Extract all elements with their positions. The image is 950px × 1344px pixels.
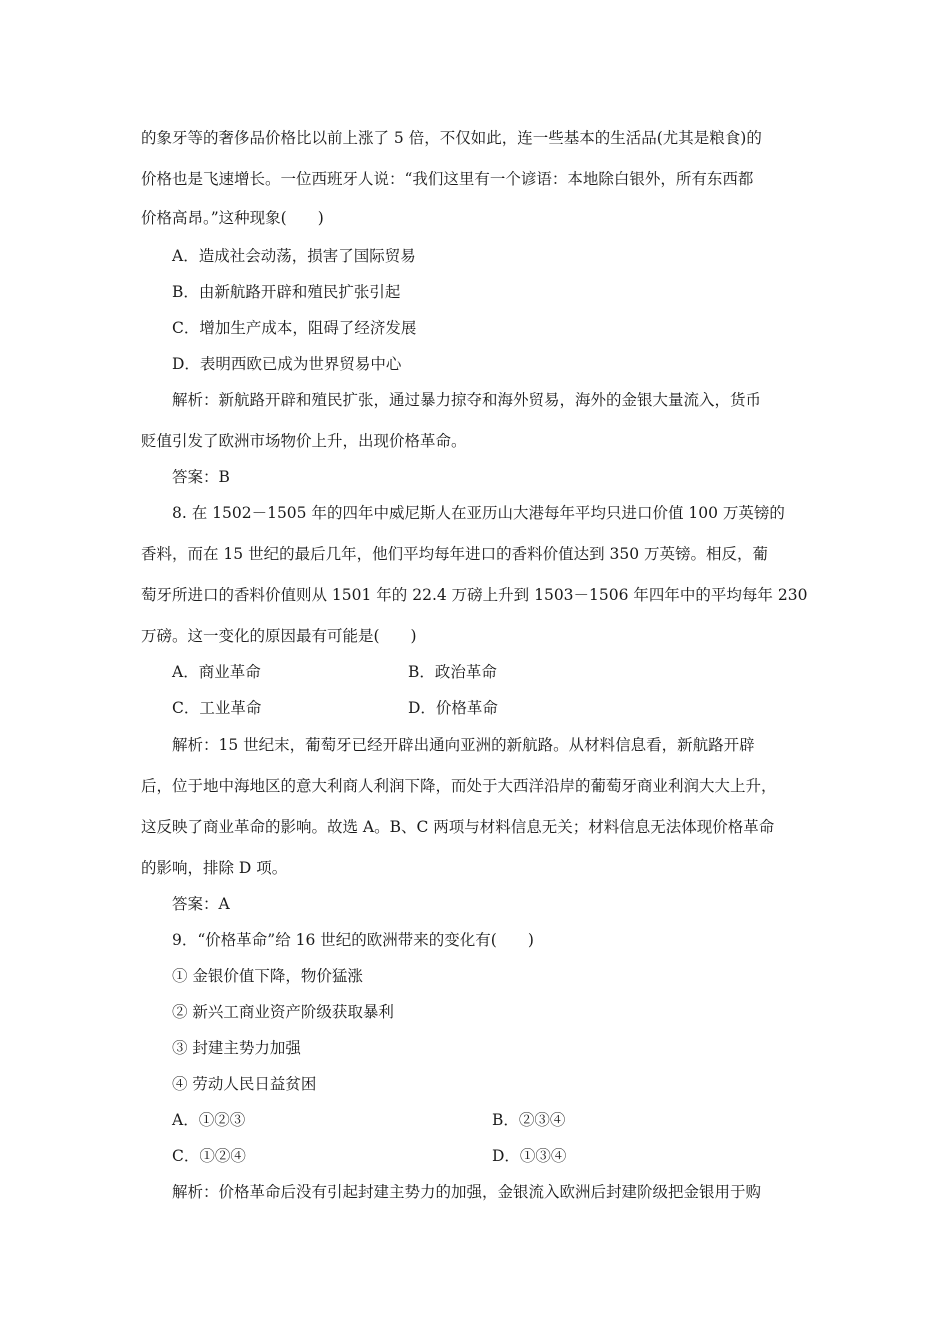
- q8-stem-line-4: 万磅。这一变化的原因最有可能是( ): [141, 627, 417, 645]
- q9-item-2: ② 新兴工商业资产阶级获取暴利: [172, 1003, 394, 1021]
- q7-answer: 答案：B: [172, 468, 230, 486]
- q8-analysis-line-4: 的影响，排除 D 项。: [141, 859, 288, 877]
- q9-item-3: ③ 封建主势力加强: [172, 1039, 301, 1057]
- q7-option-b: B．由新航路开辟和殖民扩张引起: [172, 283, 401, 301]
- q8-answer: 答案：A: [172, 895, 230, 913]
- q8-analysis-line-1: 解析：15 世纪末，葡萄牙已经开辟出通向亚洲的新航路。从材料信息看，新航路开辟: [172, 736, 755, 754]
- q9-item-4: ④ 劳动人民日益贫困: [172, 1075, 317, 1093]
- q8-stem-line-1: 8. 在 1502－1505 年的四年中威尼斯人在亚历山大港每年平均只进口价值 100 万英镑的: [172, 504, 785, 522]
- q9-option-b: B．②③④: [492, 1111, 566, 1129]
- q8-option-a: A．商业革命: [172, 663, 261, 681]
- q9-option-c: C．①②④: [172, 1147, 246, 1165]
- q9-item-1: ① 金银价值下降，物价猛涨: [172, 967, 363, 985]
- q9-stem: 9．“价格革命”给 16 世纪的欧洲带来的变化有( ): [172, 931, 534, 949]
- q8-option-d: D．价格革命: [408, 699, 498, 717]
- q7-option-d: D．表明西欧已成为世界贸易中心: [172, 355, 402, 373]
- q7-stem-line-1: 的象牙等的奢侈品价格比以前上涨了 5 倍，不仅如此，连一些基本的生活品(尤其是粮食)的: [141, 129, 762, 147]
- q8-option-c: C．工业革命: [172, 699, 262, 717]
- q7-option-a: A．造成社会动荡，损害了国际贸易: [172, 247, 416, 265]
- q9-analysis-line-1: 解析：价格革命后没有引起封建主势力的加强，金银流入欧洲后封建阶级把金银用于购: [172, 1183, 762, 1201]
- q7-analysis-line-1: 解析：新航路开辟和殖民扩张，通过暴力掠夺和海外贸易，海外的金银大量流入，货币: [172, 391, 762, 409]
- q8-stem-line-2: 香料，而在 15 世纪的最后几年，他们平均每年进口的香料价值达到 350 万英镑。相反，葡: [141, 545, 769, 563]
- q8-option-b: B．政治革命: [408, 663, 497, 681]
- q7-option-c: C．增加生产成本，阻碍了经济发展: [172, 319, 417, 337]
- q8-analysis-line-2: 后，位于地中海地区的意大利商人利润下降，而处于大西洋沿岸的葡萄牙商业利润大大上升，: [141, 777, 777, 795]
- q9-option-a: A．①②③: [172, 1111, 246, 1129]
- q8-stem-line-3: 萄牙所进口的香料价值则从 1501 年的 22.4 万磅上升到 1503－1506 年四年中的平均每年 230: [141, 586, 808, 604]
- q7-analysis-line-2: 贬值引发了欧洲市场物价上升，出现价格革命。: [141, 432, 467, 450]
- q9-option-d: D．①③④: [492, 1147, 567, 1165]
- q7-stem-line-2: 价格也是飞速增长。一位西班牙人说：“我们这里有一个谚语：本地除白银外，所有东西都: [141, 170, 754, 188]
- q7-stem-line-3: 价格高昂。”这种现象( ): [141, 209, 324, 227]
- q8-analysis-line-3: 这反映了商业革命的影响。故选 A。B、C 两项与材料信息无关；材料信息无法体现价格革命: [141, 818, 775, 836]
